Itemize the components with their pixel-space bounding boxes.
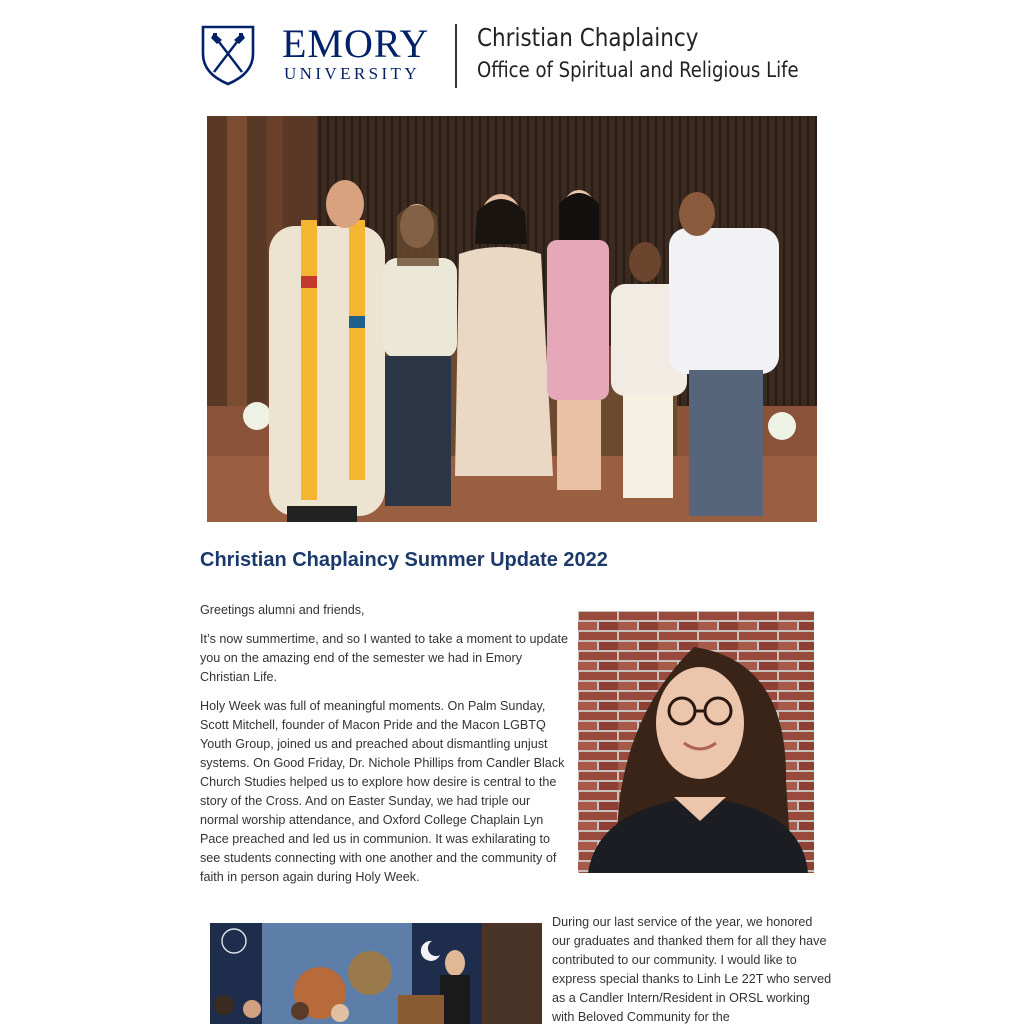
header-subtitle: Office of Spiritual and Religious Life [477,58,799,82]
wordmark-emory: EMORY [282,21,430,66]
wordmark-university: UNIVERSITY [284,64,420,83]
header-divider [455,24,457,88]
closing-paragraph: During our last service of the year, we honored our graduates and thanked them for all they have contributed to our community. I would like to express special thanks to Linh Le 22T who served as a Candler Intern/Resident in ORSL working with Beloved Community for the [552,915,832,1024]
holy-week-paragraph: Holy Week was full of meaningful moments. On Palm Sunday, Scott Mitchell, founder of Macon Pride and the Macon LGBTQ Youth Group, joined us and preached about dismantling unjust systems. On Good Friday, Dr. Nichole Phillips from Candler Black Church Studies helped us to explore how desire is central to the story of the Cross. And on Easter Sunday, we had triple our normal worship attendance, and Oxford College Chaplain Lyn Pace preached and led us in communion. It was exhilarating to see students connecting with one another and the community of faith in person again during Holy Week. [200,699,565,884]
chaplain-portrait [578,611,814,873]
header-title: Christian Chaplaincy [477,23,699,52]
article-title: Christian Chaplaincy Summer Update 2022 [200,549,608,571]
article-body [200,601,568,897]
emory-wordmark [282,21,432,84]
intro-paragraph: It’s now summertime, and so I wanted to take a moment to update you on the amazing end of the semester we had in Emory Christian Life. [200,632,568,684]
newsletter-header [200,22,830,88]
emory-shield-logo [200,24,256,86]
group-photo [207,116,817,522]
baccalaureate-photo [210,923,542,1024]
greeting-paragraph: Greetings alumni and friends, [200,603,365,617]
